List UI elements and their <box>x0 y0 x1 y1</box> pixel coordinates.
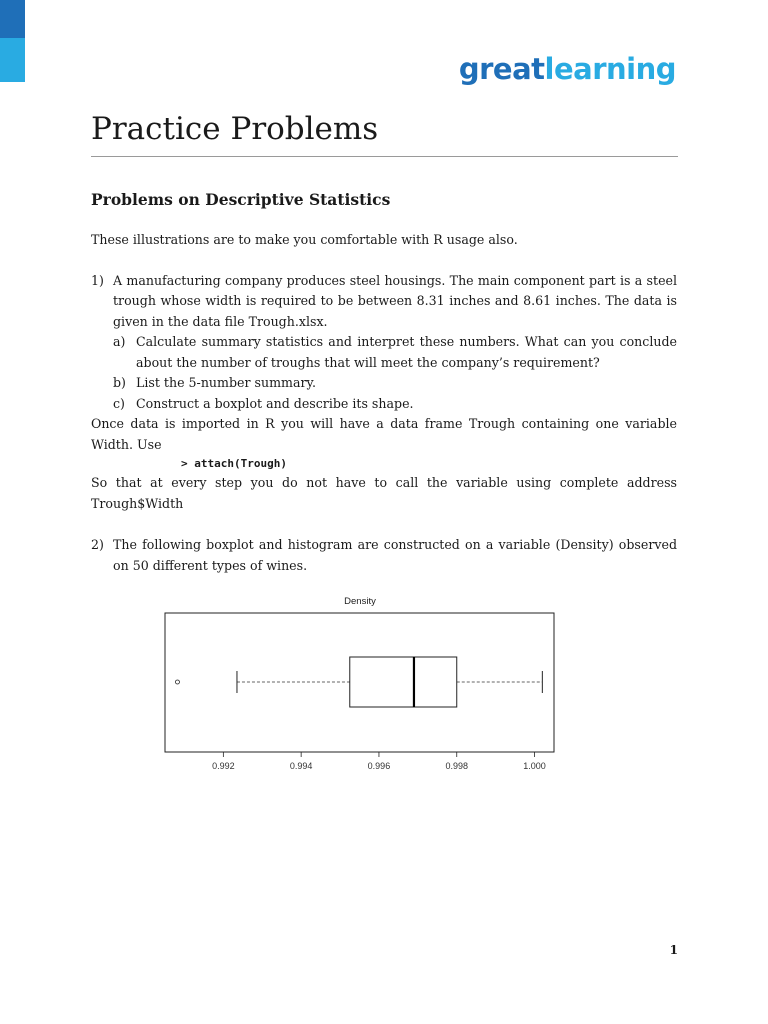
problem-1-note-2: So that at every step you do not have to call the variable using complete address Trough$Width <box>91 475 677 511</box>
title-divider <box>91 156 678 157</box>
x-tick-label: 0.994 <box>289 761 313 771</box>
outlier-point <box>175 680 179 684</box>
code-snippet: > attach(Trough) <box>181 457 287 470</box>
sub-a-letter: a) <box>113 334 126 349</box>
paragraph-gap <box>91 514 677 535</box>
sub-b-text: List the 5-number summary. <box>136 375 316 390</box>
problem-1-sub-b <box>113 373 677 394</box>
density-boxplot <box>155 590 565 780</box>
chart-title: Density <box>344 596 376 607</box>
boxplot-marks <box>175 657 542 707</box>
problem-1-number: 1) <box>91 272 104 288</box>
intro-paragraph: These illustrations are to make you comfortable with R usage also. <box>91 232 518 247</box>
section-heading: Problems on Descriptive Statistics <box>91 190 391 209</box>
sub-a-text: Calculate summary statistics and interpret these numbers. What can you conclude about the number of troughs that will meet the company’s requirement? <box>136 334 677 370</box>
iqr-box <box>350 657 457 707</box>
problem-1 <box>91 271 677 333</box>
problem-2-text: The following boxplot and histogram are constructed on a variable (Density) observed on 50 different types of wines. <box>113 537 677 573</box>
brand-accent-bar <box>0 0 25 82</box>
problem-2-number: 2) <box>91 537 104 552</box>
greatlearning-logo <box>459 52 676 86</box>
document-body <box>91 230 677 576</box>
problem-1-sub-a <box>113 332 677 373</box>
x-axis <box>212 752 546 771</box>
sub-c-text: Construct a boxplot and describe its shape. <box>136 395 414 411</box>
problem-1-note-1: Once data is imported in R you will have a data frame Trough containing one variable Width. Use <box>91 416 677 452</box>
logo-learning: learning <box>544 52 676 86</box>
x-tick-label: 0.998 <box>445 761 469 771</box>
problem-1-text: A manufacturing company produces steel housings. The main component part is a steel trough whose width is required to be between 8.31 inches and 8.61 inches. The data is given in the data file Trough.xlsx. <box>113 272 677 329</box>
sub-b-letter: b) <box>113 375 126 390</box>
sub-c-letter: c) <box>113 395 125 411</box>
x-tick-label: 1.000 <box>523 761 546 771</box>
accent-bar-dark <box>0 0 25 38</box>
accent-bar-light <box>0 38 25 82</box>
x-tick-label: 0.992 <box>212 761 235 771</box>
problem-2 <box>91 535 677 576</box>
x-tick-label: 0.996 <box>367 761 391 771</box>
page-number: 1 <box>669 943 678 957</box>
page-title: Practice Problems <box>91 111 379 147</box>
logo-great: great <box>458 52 545 86</box>
problem-1-sub-c <box>113 394 677 415</box>
